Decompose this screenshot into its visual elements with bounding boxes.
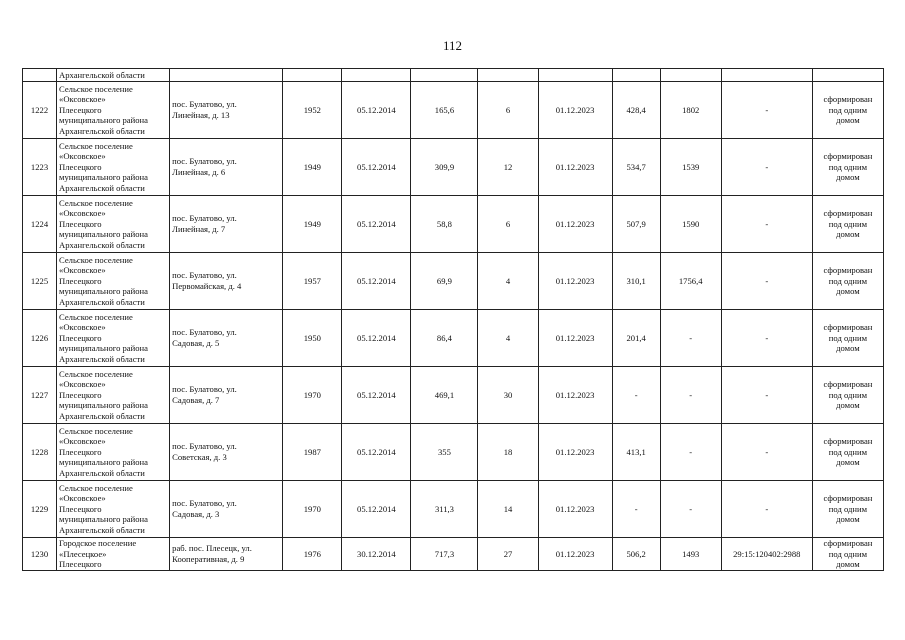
cell-year: [283, 69, 342, 82]
cell-cadastral: -: [721, 310, 812, 367]
cell-residents: 14: [478, 481, 538, 538]
cell-date: [342, 69, 411, 82]
table-row: [23, 481, 884, 538]
cell-cadastral: -: [721, 82, 812, 139]
cell-residents: 30: [478, 367, 538, 424]
cell-value2: 1539: [660, 139, 721, 196]
cell-year: 1970: [283, 481, 342, 538]
cell-address: пос. Булатово, ул. Линейная, д. 13: [170, 82, 283, 139]
cell-date2: 01.12.2023: [538, 538, 612, 571]
cell-address: пос. Булатово, ул. Линейная, д. 7: [170, 196, 283, 253]
cell-date2: 01.12.2023: [538, 424, 612, 481]
cell-num: 1224: [23, 196, 57, 253]
cell-land-type: сформирован под одним домом: [812, 481, 883, 538]
cell-area: 355: [411, 424, 478, 481]
cell-area: 469,1: [411, 367, 478, 424]
cell-cadastral: [721, 69, 812, 82]
cell-area: 58,8: [411, 196, 478, 253]
cell-owner: Сельское поселение «Оксовское» Плесецкого муниципального района Архангельской области: [57, 481, 170, 538]
cell-owner: Сельское поселение «Оксовское» Плесецкого муниципального района Архангельской области: [57, 139, 170, 196]
cell-num: [23, 69, 57, 82]
cell-land-type: сформирован под одним домом: [812, 82, 883, 139]
cell-date: 05.12.2014: [342, 253, 411, 310]
table-row: [23, 538, 884, 571]
cell-value2: 1756,4: [660, 253, 721, 310]
cell-date2: 01.12.2023: [538, 481, 612, 538]
cell-date: 05.12.2014: [342, 424, 411, 481]
cell-land-type: [812, 69, 883, 82]
cell-value2: 1590: [660, 196, 721, 253]
cell-owner: Архангельской области: [57, 69, 170, 82]
continuation-row: [23, 69, 884, 82]
cell-date2: 01.12.2023: [538, 196, 612, 253]
cell-date: 05.12.2014: [342, 196, 411, 253]
table-row: [23, 310, 884, 367]
cell-address: пос. Булатово, ул. Садовая, д. 7: [170, 367, 283, 424]
table-row: [23, 196, 884, 253]
cell-date2: [538, 69, 612, 82]
cell-land-type: сформирован под одним домом: [812, 538, 883, 571]
cell-address: пос. Булатово, ул. Садовая, д. 3: [170, 481, 283, 538]
cell-cadastral: -: [721, 367, 812, 424]
cell-land-type: сформирован под одним домом: [812, 196, 883, 253]
cell-date2: 01.12.2023: [538, 82, 612, 139]
cell-value1: 507,9: [612, 196, 660, 253]
cell-address: [170, 69, 283, 82]
cell-num: 1225: [23, 253, 57, 310]
cell-value2: [660, 69, 721, 82]
cell-value2: -: [660, 367, 721, 424]
cell-date2: 01.12.2023: [538, 253, 612, 310]
cell-residents: 12: [478, 139, 538, 196]
cell-residents: 6: [478, 196, 538, 253]
cell-area: 309,9: [411, 139, 478, 196]
cell-date: 30.12.2014: [342, 538, 411, 571]
cell-value1: 428,4: [612, 82, 660, 139]
cell-value1: [612, 69, 660, 82]
cell-num: 1226: [23, 310, 57, 367]
cell-land-type: сформирован под одним домом: [812, 139, 883, 196]
cell-date2: 01.12.2023: [538, 139, 612, 196]
cell-value2: -: [660, 310, 721, 367]
cell-address: пос. Булатово, ул. Садовая, д. 5: [170, 310, 283, 367]
cell-owner: Сельское поселение «Оксовское» Плесецкого муниципального района Архангельской области: [57, 424, 170, 481]
cell-address: раб. пос. Плесецк, ул. Кооперативная, д. 9: [170, 538, 283, 571]
cell-date2: 01.12.2023: [538, 367, 612, 424]
cell-value1: 506,2: [612, 538, 660, 571]
cell-land-type: сформирован под одним домом: [812, 253, 883, 310]
cell-cadastral: -: [721, 424, 812, 481]
cell-value1: 201,4: [612, 310, 660, 367]
cell-area: 69,9: [411, 253, 478, 310]
cell-cadastral: -: [721, 139, 812, 196]
cell-value2: -: [660, 424, 721, 481]
cell-num: 1222: [23, 82, 57, 139]
table-body: [23, 69, 884, 571]
cell-value1: 310,1: [612, 253, 660, 310]
cell-num: 1223: [23, 139, 57, 196]
cell-owner: Городское поселение «Плесецкое» Плесецкого: [57, 538, 170, 571]
cell-value1: 534,7: [612, 139, 660, 196]
cell-land-type: сформирован под одним домом: [812, 367, 883, 424]
cell-area: 86,4: [411, 310, 478, 367]
table-row: [23, 367, 884, 424]
cell-year: 1952: [283, 82, 342, 139]
cell-date: 05.12.2014: [342, 82, 411, 139]
cell-year: 1987: [283, 424, 342, 481]
page-number: 112: [442, 38, 463, 53]
housing-registry-table: [22, 68, 884, 571]
cell-date2: 01.12.2023: [538, 310, 612, 367]
cell-year: 1949: [283, 139, 342, 196]
cell-residents: 18: [478, 424, 538, 481]
cell-value1: -: [612, 481, 660, 538]
cell-area: 717,3: [411, 538, 478, 571]
cell-residents: 6: [478, 82, 538, 139]
cell-owner: Сельское поселение «Оксовское» Плесецкого муниципального района Архангельской области: [57, 367, 170, 424]
cell-residents: [478, 69, 538, 82]
cell-area: 311,3: [411, 481, 478, 538]
cell-value2: 1802: [660, 82, 721, 139]
cell-address: пос. Булатово, ул. Советская, д. 3: [170, 424, 283, 481]
cell-area: [411, 69, 478, 82]
cell-year: 1949: [283, 196, 342, 253]
cell-address: пос. Булатово, ул. Линейная, д. 6: [170, 139, 283, 196]
cell-cadastral: -: [721, 253, 812, 310]
cell-date: 05.12.2014: [342, 310, 411, 367]
cell-owner: Сельское поселение «Оксовское» Плесецкого муниципального района Архангельской области: [57, 310, 170, 367]
cell-owner: Сельское поселение «Оксовское» Плесецкого муниципального района Архангельской области: [57, 82, 170, 139]
cell-date: 05.12.2014: [342, 481, 411, 538]
cell-cadastral: -: [721, 196, 812, 253]
cell-num: 1228: [23, 424, 57, 481]
table-row: [23, 139, 884, 196]
cell-date: 05.12.2014: [342, 367, 411, 424]
cell-land-type: сформирован под одним домом: [812, 424, 883, 481]
cell-year: 1957: [283, 253, 342, 310]
cell-residents: 4: [478, 310, 538, 367]
cell-num: 1229: [23, 481, 57, 538]
cell-cadastral: -: [721, 481, 812, 538]
cell-owner: Сельское поселение «Оксовское» Плесецкого муниципального района Архангельской области: [57, 253, 170, 310]
cell-year: 1976: [283, 538, 342, 571]
cell-cadastral: 29:15:120402:2988: [721, 538, 812, 571]
cell-year: 1970: [283, 367, 342, 424]
cell-land-type: сформирован под одним домом: [812, 310, 883, 367]
cell-residents: 27: [478, 538, 538, 571]
cell-value1: 413,1: [612, 424, 660, 481]
cell-num: 1230: [23, 538, 57, 571]
cell-num: 1227: [23, 367, 57, 424]
cell-year: 1950: [283, 310, 342, 367]
table-row: [23, 253, 884, 310]
cell-date: 05.12.2014: [342, 139, 411, 196]
cell-owner: Сельское поселение «Оксовское» Плесецкого муниципального района Архангельской области: [57, 196, 170, 253]
cell-value1: -: [612, 367, 660, 424]
table-row: [23, 424, 884, 481]
cell-value2: 1493: [660, 538, 721, 571]
table-row: [23, 82, 884, 139]
cell-area: 165,6: [411, 82, 478, 139]
cell-value2: -: [660, 481, 721, 538]
cell-address: пос. Булатово, ул. Первомайская, д. 4: [170, 253, 283, 310]
cell-residents: 4: [478, 253, 538, 310]
